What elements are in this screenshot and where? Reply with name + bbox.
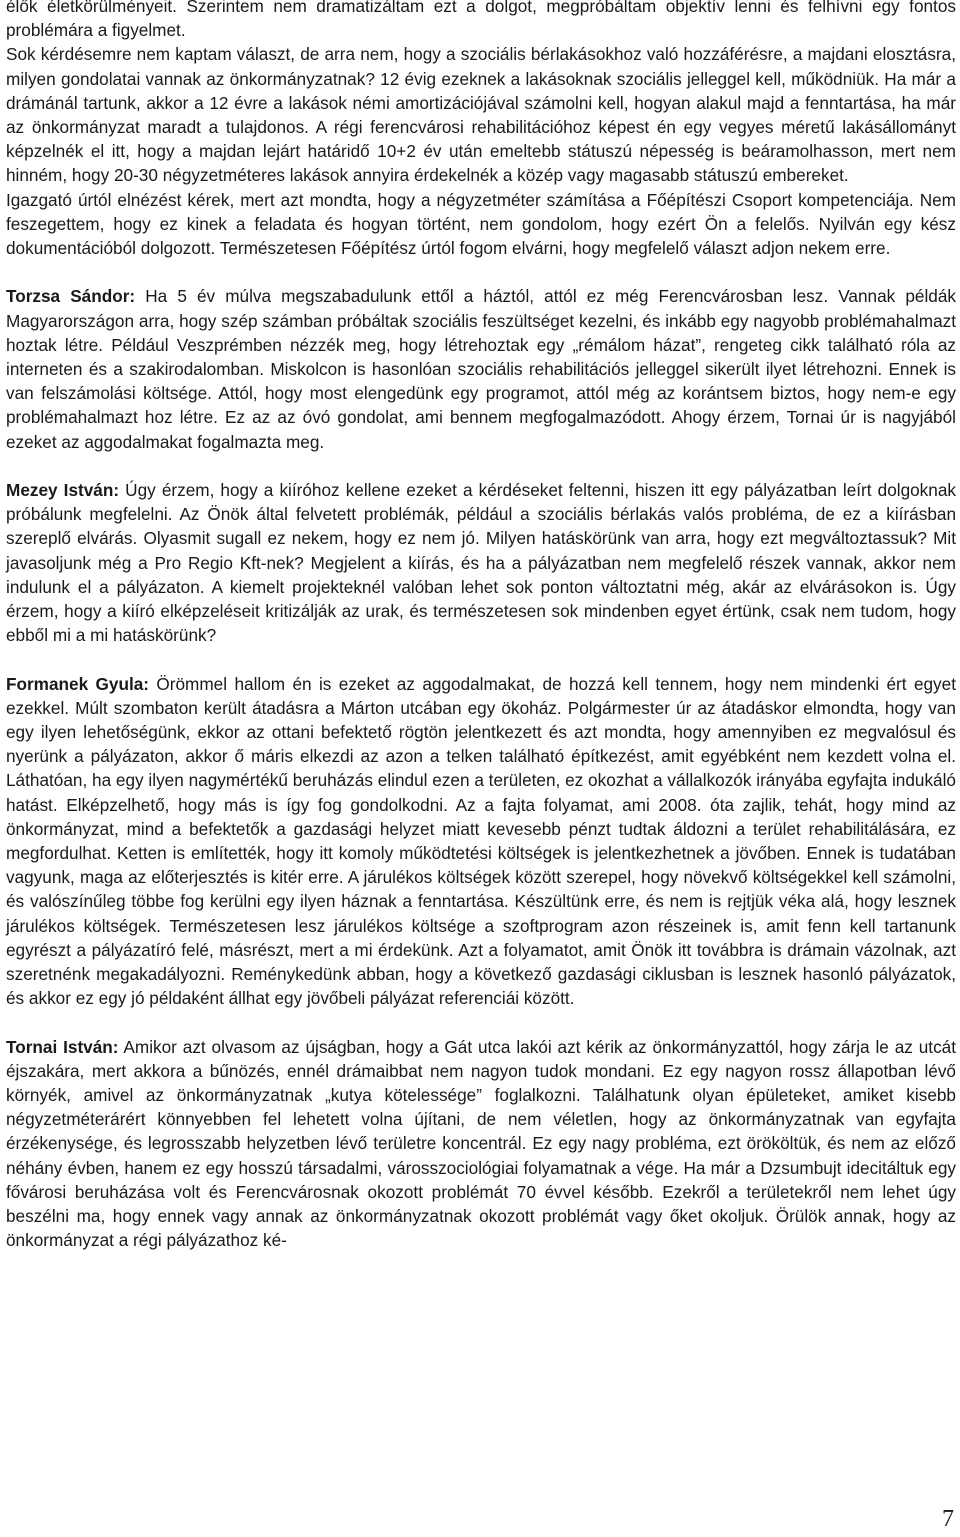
paragraph-text: élők életkörülményeit. Szerintem nem dramatizáltam ezt a dolgot, megpróbáltam objektív lenni és felhívni egy fontos problémára a figyelmet. bbox=[6, 0, 956, 41]
paragraph-mezey bbox=[6, 478, 956, 647]
paragraph-torzsa bbox=[6, 284, 956, 453]
paragraph-2 bbox=[6, 42, 956, 187]
paragraph-1 bbox=[6, 0, 956, 42]
speaker-name: Tornai István: bbox=[6, 1036, 119, 1057]
document-body bbox=[6, 0, 956, 1253]
paragraph-text: Úgy érzem, hogy a kiíróhoz kellene ezeket a kérdéseket feltenni, hiszen itt egy pályázatban leírt dolgoknak próbálunk megfelelni. Az Önök által felvetett problémák, például a szociális bérlakás valós probléma, de ez a kiírásban szereplő elvárás. Olyasmit sugall ez nekem, hogy ez nem jó. Milyen hatáskörünk van arra, hogy ezt megváltoztassuk? Mit javasoljunk még a Pro Regio Kft-nek? Megjelent a kiírás, és ha a pályázatban nem megfelelő részek vannak, akkor nem indulunk el a pályázaton. A kiemelt projekteknél valóban lehet sok ponton változtatni még, akár az elvárásokon is. Úgy érzem, hogy a kiíró elképzeléseit kritizálják az urak, és természetesen sok mindenben egyet értünk, csak nem tudom, hogy ebből mi a mi hatáskörünk? bbox=[6, 480, 956, 646]
paragraph-text: Sok kérdésemre nem kaptam választ, de arra nem, hogy a szociális bérlakásokhoz való hozzáférésre, a majdani elosztásra, milyen gondolatai vannak az önkormányzatnak? 12 évig ezeknek a lakásoknak szociális jelleggel kell, működniük. Ha már a drámánál tartunk, akkor a 12 évre a lakások némi amortizációjával számolni kell, hogyan alakul majd a fenntartása, ha már az önkormányzat maradt a tulajdonos. A régi ferencvárosi rehabilitációhoz képest én egy vegyes méretű lakásállományt képzelnék el itt, hogy a majdan lejárt határidő 10+2 év után emeltebb státuszú népesség is beáramolhasson, mert nem hinném, hogy 20-30 négyzetméteres lakások annyira érdekelnék a közép vagy magasabb státuszú embereket. bbox=[6, 44, 956, 186]
paragraph-text: Ha 5 év múlva megszabadulunk ettől a háztól, attól ez még Ferencvárosban lesz. Vannak példák Magyarországon arra, hogy szép számban próbáltak szociális feszültséget kezelni, és inkább egy nagyobb problémahalmazt hoztak létre. Például Veszprémben nézzék meg, hogy létrehoztak egy „rémálom házat”, rengeteg cikk található róla az interneten és a szakirodalomban. Miskolcon is hasonlóan szociális rehabilitációs jelleggel sikerült ilyet létrehozni. Ennek is van felszámolási költsége. Attól, hogy most elengedünk egy programot, attól még az korántsem biztos, hogy nem-e egy problémahalmazt hoz létre. Ez az az óvó gondolat, ami bennem megfogalmazódott. Ahogy érzem, Tornai úr is nagyjából ezeket az aggodalmakat fogalmazta meg. bbox=[6, 286, 956, 452]
paragraph-formanek bbox=[6, 672, 956, 1011]
paragraph-text: Örömmel hallom én is ezeket az aggodalmakat, de hozzá kell tennem, hogy nem mindenki ért egyet ezekkel. Múlt szombaton került átadásra a Márton utcában egy ökoház. Polgármester úr az átadáskor elmondta, hogy van egy ilyen lehetőségünk, ekkor az ottani befektető rögtön jelentkezett és azt mondta, hogy amennyiben ez megvalósul és nyerünk a pályázaton, akkor ő máris elkezdi az azon a telken található építkezést, amit egyébként nem kezdett volna el. Láthatóan, ha egy ilyen nagymértékű beruházás elindul ezen a területen, ez okozhat a vállalkozók irányába egyfajta indukáló hatást. Elképzelhető, hogy más is így fog gondolkodni. Az a fajta folyamat, ami 2008. óta zajlik, tehát, hogy mind az önkormányzat, mind a befektetők a gazdasági helyzet miatt kevesebb pénzt tudtak áldozni a terület rehabilitálására, ez megfordulhat. Ketten is említették, hogy itt komoly működtetési költségek is jelentkezhetnek a jövőben. Ennek is tudatában vagyunk, maga az előterjesztés is kitér erre. A járulékos költségek között szerepel, hogy növekvő költségekkel kell számolni, és valószínűleg többe fog kerülni egy ilyen háznak a fenntartása. Készültünk erre, és nem is rejtjük véka alá, hogy lesznek járulékos költségek. Természetesen lesz járulékos költsége a szoftprogram azon részeinek is, amit fenn kell tartanunk egyrészt a pályázatíró felé, másrészt, mert a mi érdekünk. Azt a folyamatot, amit Önök itt továbbra is drámain vázolnak, azt szeretnénk megakadályozni. Reménykedünk abban, hogy a következő gazdasági ciklusban is lesznek hasonló pályázatok, és akkor ez egy jó példaként állhat egy jövőbeli pályázat referenciái között. bbox=[6, 673, 956, 1009]
paragraph-text: Amikor azt olvasom az újságban, hogy a Gát utca lakói azt kérik az önkormányzattól, hogy zárja le az utcát éjszakára, mert akkora a bűnözés, ennél drámaibbat nem nagyon tudok mondani. Ez egy nagyon rossz állapotban lévő környék, amivel az önkormányzatnak „kutya kötelessége” foglalkozni. Találhatunk olyan épületeket, amiket kisebb négyzetméterárért könnyebben fel lehetett volna újítani, de nem véletlen, hogy az önkormányzatnak van egyfajta érzékenysége, és legrosszabb helyzetben lévő területre koncentrál. Ez egy nagy probléma, ezt örököltük, és nem az előző néhány évben, hanem ez egy hosszú társadalmi, városszociológiai folyamatnak a vége. Ha már a Dzsumbujt idecitáltuk egy fővárosi beruházása volt és Ferencvárosnak okozott problémát 70 évvel később. Ezekről a területekről nem lehet úgy beszélni ma, hogy ennek vagy annak az önkormányzatnak okozott problémát vagy őket okoljuk. Örülök annak, hogy az önkormányzat a régi pályázathoz ké- bbox=[6, 1036, 957, 1251]
speaker-name: Formanek Gyula: bbox=[6, 673, 150, 694]
paragraph-spacer bbox=[6, 454, 956, 478]
paragraph-spacer bbox=[6, 1010, 956, 1034]
speaker-name: Torzsa Sándor: bbox=[6, 286, 136, 307]
paragraph-tornai bbox=[6, 1035, 956, 1253]
paragraph-text: Igazgató úrtól elnézést kérek, mert azt mondta, hogy a négyzetméter számítása a Főépítészi Csoport kompetenciája. Nem feszegettem, hogy ez kinek a feladata és hogyan történt, nem gondolom, hogy ezért Ön a felelős. Nyilván egy kész dokumentációból dolgozott. Természetesen Főépítész úrtól fogom elvárni, hogy megfelelő választ adjon nekem erre. bbox=[6, 189, 956, 259]
speaker-name: Mezey István: bbox=[6, 480, 120, 501]
paragraph-spacer bbox=[6, 647, 956, 671]
paragraph-spacer bbox=[6, 260, 956, 284]
paragraph-3 bbox=[6, 188, 956, 261]
page-number: 7 bbox=[942, 1506, 954, 1532]
